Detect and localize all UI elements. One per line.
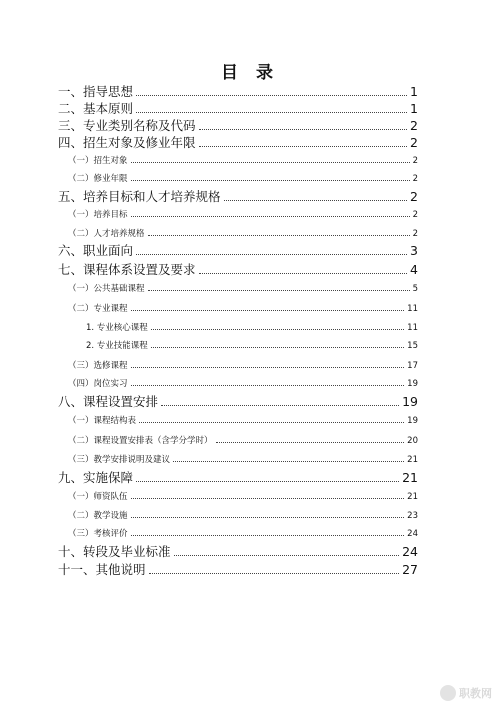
dot-leader: [131, 385, 405, 386]
toc-entry: [68, 380, 418, 389]
toc-entry-label: （二）人才培养规格: [68, 228, 145, 239]
toc-entry-label: 五、培养目标和人才培养规格: [58, 188, 221, 204]
toc-entry: [68, 493, 418, 502]
toc-entry-label: （二）专业课程: [68, 303, 128, 314]
dot-leader: [224, 200, 408, 201]
toc-entry-label: 一、指导思想: [58, 83, 134, 99]
toc-entry-page: 21: [402, 469, 418, 485]
toc-entry-page: 19: [402, 393, 418, 409]
toc-entry-page: 19: [407, 378, 418, 389]
toc-entry: [68, 530, 418, 539]
toc-entry-label: （三）选修课程: [68, 360, 128, 371]
toc-entry: [58, 242, 418, 258]
dot-leader: [136, 112, 407, 113]
dot-leader: [173, 461, 404, 462]
dot-leader: [131, 498, 405, 499]
toc-entry-label: （一）培养目标: [68, 209, 128, 220]
toc-entry: [58, 543, 418, 559]
toc-entry-page: 15: [407, 340, 418, 351]
toc-entry-label: 十、转段及毕业标准: [58, 543, 171, 559]
toc-entry: [68, 157, 418, 166]
dot-leader: [136, 95, 407, 96]
toc-entry: [68, 175, 418, 184]
toc-entry: [86, 324, 418, 333]
toc-entry-page: 2: [412, 209, 418, 220]
toc-entry-page: 2: [412, 228, 418, 239]
toc-entry: [58, 100, 418, 116]
toc-entry-label: （二）教学设施: [68, 510, 128, 521]
toc-entry: [58, 188, 418, 204]
dot-leader: [199, 273, 408, 274]
toc-entry-page: 24: [407, 528, 418, 539]
toc-entry-label: （一）师资队伍: [68, 491, 128, 502]
dot-leader: [199, 129, 408, 130]
toc-entry-label: 四、招生对象及修业年限: [58, 134, 196, 150]
dot-leader: [148, 290, 410, 291]
toc-entry-page: 20: [407, 435, 418, 446]
toc-entry-label: （二）课程设置安排表（含学分学时）: [68, 435, 213, 446]
toc-entry-page: 17: [407, 360, 418, 371]
toc-entry-label: 九、实施保障: [58, 469, 134, 485]
toc-entry-label: （三）教学安排说明及建议: [68, 454, 171, 465]
toc-entry-label: （三）考核评价: [68, 528, 128, 539]
toc-entry-page: 19: [407, 415, 418, 426]
dot-leader: [131, 535, 405, 536]
toc-entry-page: 21: [407, 454, 418, 465]
toc-entry: [68, 211, 418, 220]
toc-entry-page: 4: [410, 261, 418, 277]
toc-entry-page: 2: [412, 155, 418, 166]
toc-entry-label: 八、课程设置安排: [58, 393, 159, 409]
dot-leader: [131, 517, 405, 518]
toc-entry-label: （一）课程结构表: [68, 415, 137, 426]
dot-leader: [131, 367, 405, 368]
toc-entry-label: （一）公共基础课程: [68, 283, 145, 294]
toc-entry-label: 七、课程体系设置及要求: [58, 261, 196, 277]
toc-entry-page: 2: [410, 134, 418, 150]
dot-leader: [136, 481, 399, 482]
watermark: [440, 685, 492, 701]
toc-entry-page: 11: [407, 322, 418, 333]
toc-entry: [58, 469, 418, 485]
toc-entry-page: 2: [412, 173, 418, 184]
toc-entry-label: （四）岗位实习: [68, 378, 128, 389]
toc-entry-page: 27: [402, 561, 418, 577]
toc-entry: [58, 83, 418, 99]
toc-entry-page: 21: [407, 491, 418, 502]
toc-entry: [68, 417, 418, 426]
dot-leader: [131, 180, 410, 181]
toc-entry-label: 三、专业类别名称及代码: [58, 117, 196, 133]
dot-leader: [139, 422, 404, 423]
toc-entry-page: 23: [407, 510, 418, 521]
toc-entry: [68, 285, 418, 294]
dot-leader: [149, 573, 400, 574]
dot-leader: [151, 329, 404, 330]
toc-entry: [58, 393, 418, 409]
toc-entry: [68, 305, 418, 314]
toc-entry-label: 1. 专业核心课程: [86, 322, 148, 333]
toc-entry: [58, 261, 418, 277]
toc-entry-page: 2: [410, 117, 418, 133]
toc-entry-page: 5: [412, 283, 418, 294]
toc-entry-label: （一）招生对象: [68, 155, 128, 166]
dot-leader: [199, 146, 408, 147]
toc-entry: [68, 512, 418, 521]
dot-leader: [216, 442, 405, 443]
dot-leader: [131, 162, 410, 163]
toc-entry: [68, 362, 418, 371]
toc-entry-label: 2. 专业技能课程: [86, 340, 148, 351]
dot-leader: [161, 405, 399, 406]
toc-entry-page: 1: [410, 83, 418, 99]
toc-entry: [86, 342, 418, 351]
page-title: 目 录: [221, 63, 279, 83]
toc-entry: [68, 437, 418, 446]
toc-entry: [68, 456, 418, 465]
toc-entry-page: 2: [410, 188, 418, 204]
dot-leader: [136, 254, 407, 255]
toc-entry-page: 3: [410, 242, 418, 258]
watermark-text: 职教网: [459, 687, 492, 700]
toc-entry-page: 24: [402, 543, 418, 559]
dot-leader: [131, 310, 405, 311]
toc-entry: [58, 134, 418, 150]
toc-entry-label: 六、职业面向: [58, 242, 134, 258]
toc-entry: [68, 230, 418, 239]
toc-entry-page: 1: [410, 100, 418, 116]
toc-entry-page: 11: [407, 303, 418, 314]
dot-leader: [174, 555, 400, 556]
toc-entry-label: （二）修业年限: [68, 173, 128, 184]
toc-entry: [58, 117, 418, 133]
dot-leader: [151, 347, 404, 348]
dot-leader: [131, 216, 410, 217]
logo-icon: [440, 685, 456, 701]
toc-entry-label: 二、基本原则: [58, 100, 134, 116]
dot-leader: [148, 235, 410, 236]
toc-entry: [58, 561, 418, 577]
toc-entry-label: 十一、其他说明: [58, 561, 146, 577]
